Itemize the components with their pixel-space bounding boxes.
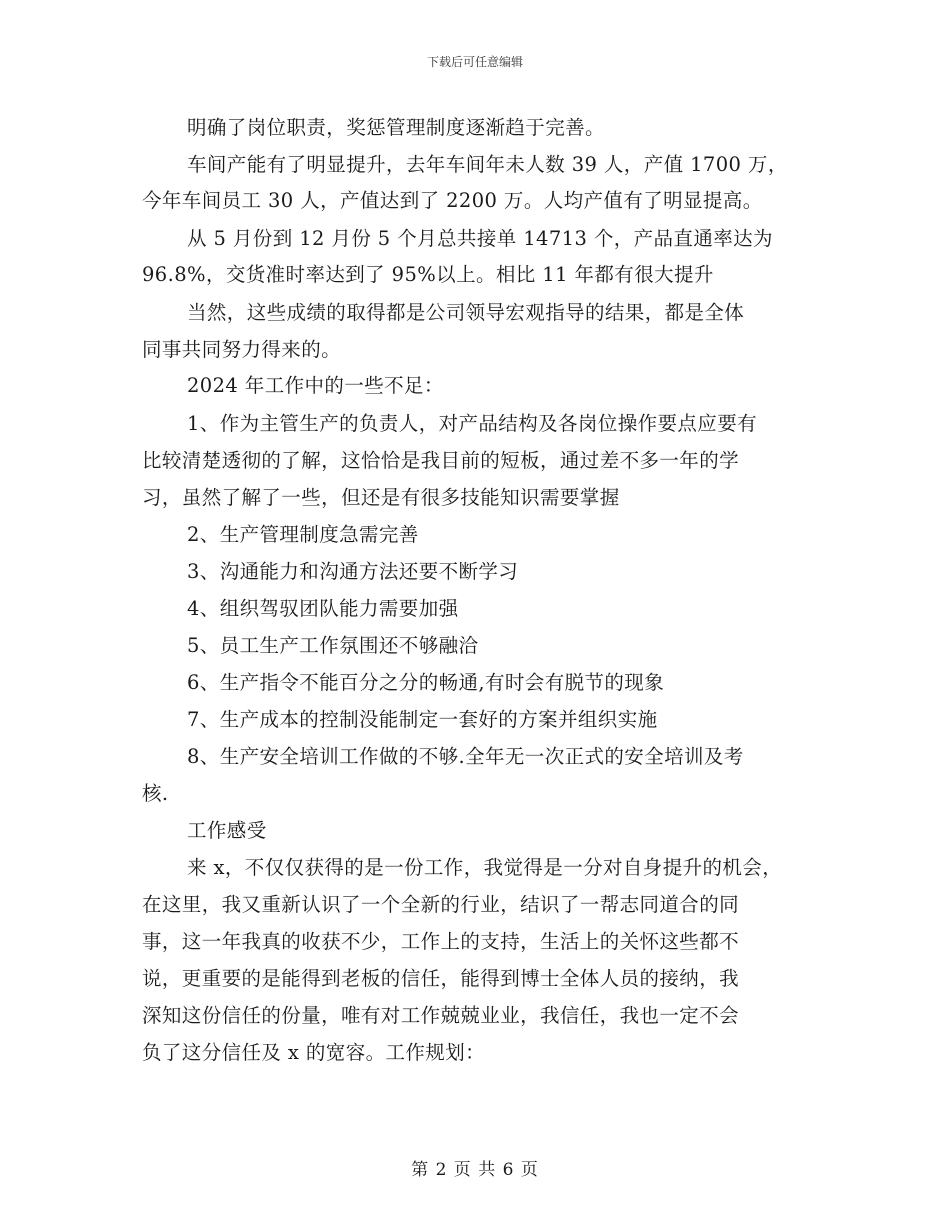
text-line: 96.8%，交货准时率达到了 95%以上。相比 11 年都有很大提升 [142, 263, 714, 286]
text-line: 当然，这些成绩的取得都是公司领导宏观指导的结果，都是全体 [187, 301, 745, 324]
text-line: 3、沟通能力和沟通方法还要不断学习 [187, 560, 519, 583]
text-line: 同事共同努力得来的。 [142, 338, 342, 361]
text-line: 在这里，我又重新认识了一个全新的行业，结识了一帮志同道合的同 [142, 893, 740, 916]
page-number-footer: 第 2 页 共 6 页 [411, 1160, 539, 1180]
text-line: 核. [142, 782, 169, 805]
page-header-note: 下载后可任意编辑 [426, 55, 523, 69]
text-line: 5、员工生产工作氛围还不够融洽 [187, 634, 479, 657]
text-line: 比较清楚透彻的了解，这恰恰是我目前的短板，通过差不多一年的学 [142, 449, 740, 472]
text-line: 习，虽然了解了一些，但还是有很多技能知识需要掌握 [142, 486, 620, 509]
text-line: 2024 年工作中的一些不足： [187, 374, 444, 397]
text-line: 6、生产指令不能百分之分的畅通,有时会有脱节的现象 [187, 671, 665, 694]
text-line: 1、作为主管生产的负责人，对产品结构及各岗位操作要点应要有 [187, 412, 758, 435]
text-line: 今年车间员工 30 人，产值达到了 2200 万。人均产值有了明显提高。 [142, 189, 763, 212]
text-line: 深知这份信任的份量，唯有对工作兢兢业业，我信任，我也一定不会 [142, 1004, 740, 1027]
text-line: 4、组织驾驭团队能力需要加强 [187, 597, 459, 620]
text-line: 事，这一年我真的收获不少，工作上的支持，生活上的关怀这些都不 [142, 930, 740, 953]
text-line: 7、生产成本的控制没能制定一套好的方案并组织实施 [187, 708, 658, 731]
text-line: 来 x，不仅仅获得的是一份工作，我觉得是一分对自身提升的机会， [187, 856, 783, 879]
text-line: 负了这分信任及 x 的宽容。工作规划： [142, 1041, 485, 1064]
text-line: 车间产能有了明显提升，去年车间年未人数 39 人，产值 1700 万， [187, 153, 788, 176]
text-line: 2、生产管理制度急需完善 [187, 523, 419, 546]
section-heading: 工作感受 [187, 819, 267, 842]
text-line: 明确了岗位职责，奖惩管理制度逐渐趋于完善。 [187, 116, 605, 139]
text-line: 从 5 月份到 12 月份 5 个月总共接单 14713 个，产品直通率达为 [187, 227, 773, 250]
text-line: 说，更重要的是能得到老板的信任，能得到博士全体人员的接纳，我 [142, 967, 740, 990]
text-line: 8、生产安全培训工作做的不够.全年无一次正式的安全培训及考 [187, 745, 744, 768]
